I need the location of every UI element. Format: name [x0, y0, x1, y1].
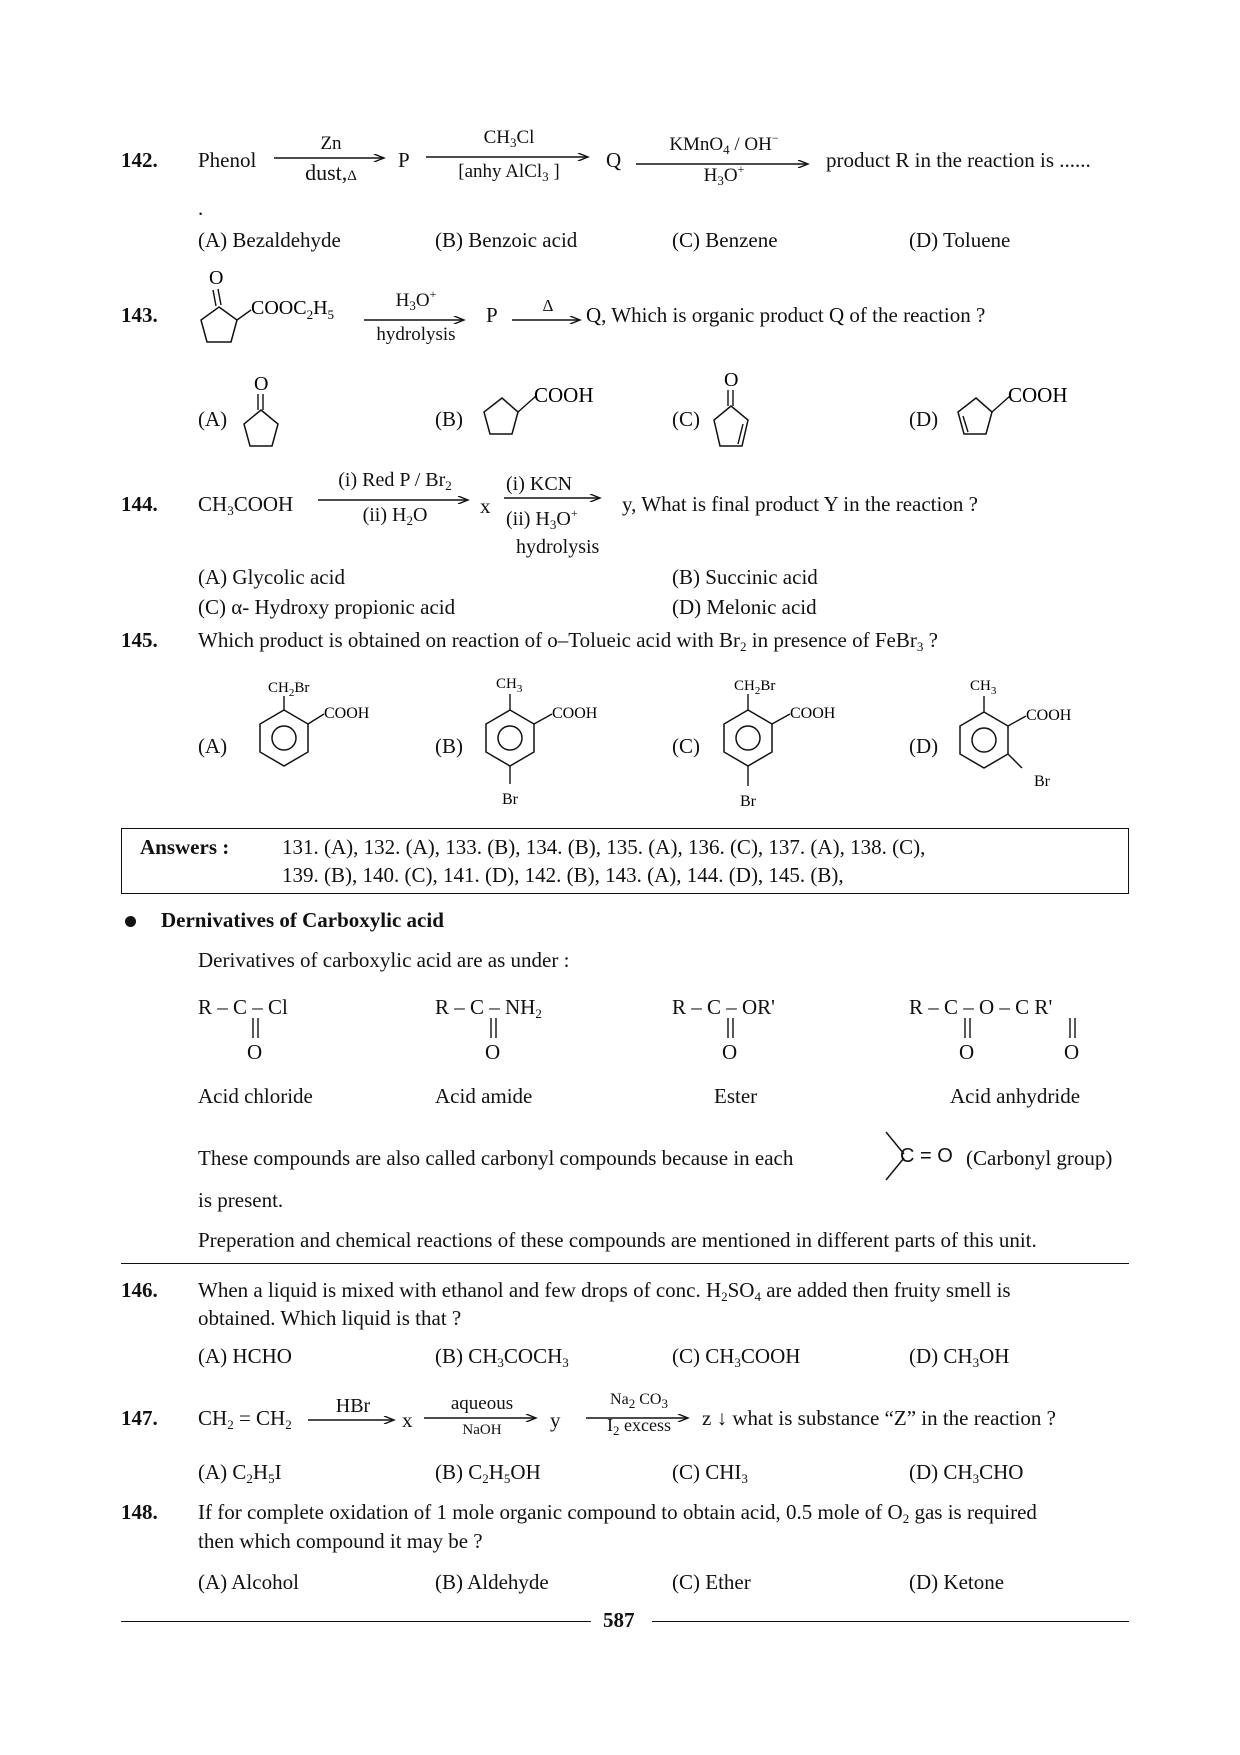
derivative-name: Acid chloride: [198, 1084, 313, 1108]
derivative-formula: R – C – O – C R': [909, 995, 1053, 1019]
oxygen-label: O: [209, 267, 224, 289]
arrow-reagent-top: Zn: [320, 133, 342, 154]
option-a: (A) Bezaldehyde: [198, 228, 341, 252]
ch2br-label: $CH_2Br$: [734, 678, 776, 697]
cyclopentanone-ester-structure: [195, 262, 365, 352]
arrow-icon: [510, 316, 586, 324]
question-number: 148.: [121, 1500, 158, 1524]
reactant-phenol: Phenol: [198, 148, 257, 172]
option-a: (A) $C_2H_5I$: [198, 1460, 282, 1486]
option-d: (D) $CH_3CHO$: [909, 1460, 1024, 1486]
question-text-line-2: obtained. Which liquid is that ?: [198, 1306, 462, 1330]
reaction-arrow: [584, 1390, 694, 1440]
derivative-name: Ester: [714, 1084, 758, 1108]
arrow-reagent-bottom: hydrolysis: [376, 324, 456, 345]
reaction-arrow: [634, 128, 814, 192]
reaction-arrow: [502, 474, 606, 558]
section-intro: Derivatives of carboxylic acid are as under :: [198, 948, 570, 972]
arrow-reagent-top: (i) KCN: [506, 473, 573, 495]
cyclopentene-carboxylic-acid-structure: [948, 380, 1088, 440]
reaction-arrow: [510, 296, 586, 324]
option-d: (D) Ketone: [909, 1570, 1005, 1594]
section-title: Dernivatives of Carboxylic acid: [161, 908, 444, 932]
reaction-arrow: [272, 134, 390, 187]
reaction-arrow: [362, 284, 470, 346]
oxygen-label: O: [254, 373, 269, 395]
arrow-reagent-bottom: (ii) $H_2O$: [362, 504, 428, 528]
answers-line-1: 131. (A), 132. (A), 133. (B), 134. (B), 135. (A), 136. (C), 137. (A), 138. (C),: [282, 835, 926, 859]
question-number: 146.: [121, 1278, 158, 1302]
meta-bromo-toluic-acid-structure: [948, 672, 1108, 802]
arrow-reagent-top: $H_3O^+$: [395, 287, 437, 313]
bromo-benzyl-bromide-acid-structure: [712, 672, 872, 822]
cooh-label: COOH: [1008, 383, 1068, 407]
footer-rule-right: [652, 1621, 1129, 1622]
cooh-label: COOH: [534, 383, 594, 407]
ch3-label: $CH_3$: [970, 678, 997, 697]
option-c: (C) Benzene: [672, 228, 778, 252]
question-number: 142.: [121, 148, 158, 172]
question-number: 145.: [121, 628, 158, 652]
question-text-line-2: then which compound it may be ?: [198, 1529, 483, 1553]
page-number: 587: [603, 1608, 635, 1632]
option-b: (B) $C_2H_5OH$: [435, 1460, 541, 1486]
double-bond-icon: [488, 1018, 500, 1040]
option-a: (A) HCHO: [198, 1344, 292, 1368]
divider: [121, 1263, 1129, 1264]
option-a-label: (A): [198, 407, 228, 431]
option-a: (A) Glycolic acid: [198, 565, 345, 589]
ch2br-label: $CH_2Br$: [268, 680, 310, 699]
br-label: Br: [740, 793, 756, 810]
double-bond-icon: [250, 1018, 262, 1040]
arrow-reagent-top: HBr: [335, 1395, 371, 1417]
option-b: (B) Benzoic acid: [435, 228, 578, 252]
derivative-formula: R – C – $NH_2$: [435, 995, 542, 1021]
option-c: (C) Ether: [672, 1570, 751, 1594]
question-number: 147.: [121, 1406, 158, 1430]
oxygen-label: O: [722, 1040, 738, 1064]
ch3-label: $CH_3$: [496, 676, 523, 695]
br-label: Br: [502, 791, 518, 808]
oxygen-label: O: [247, 1040, 263, 1064]
intermediate-p: P: [486, 303, 498, 327]
option-b-label: (B): [435, 734, 463, 758]
cooh-label: COOH: [324, 705, 370, 722]
paragraph-carbonyl-tail: (Carbonyl group): [966, 1146, 1113, 1170]
option-c: (C) $CH_3COOH$: [672, 1344, 801, 1370]
question-text-line-1: When a liquid is mixed with ethanol and few drops of conc. $H_2SO_4$ are added then fruity smell is: [198, 1278, 1011, 1304]
arrow-icon: [424, 153, 594, 161]
reaction-arrow: [422, 1394, 542, 1438]
arrow-reagent-bottom: $H_3O^+$: [703, 162, 745, 188]
arrow-reagent-bottom: $I_2$ excess: [607, 1415, 671, 1438]
intermediate-x: x: [402, 1408, 413, 1432]
arrow-reagent-top: Δ: [542, 296, 554, 315]
option-d: (D) Melonic acid: [672, 595, 817, 619]
bullet-icon: [125, 916, 136, 927]
stray-dot: .: [198, 196, 204, 220]
intermediate-x: x: [480, 494, 491, 518]
question-number: 143.: [121, 303, 158, 327]
option-c-label: (C): [672, 407, 700, 431]
option-b-label: (B): [435, 407, 463, 431]
option-c: (C) $CHI_3$: [672, 1460, 748, 1486]
reactant: $CH_3COOH$: [198, 492, 294, 518]
arrow-reagent-bottom: [anhy AlCl$_3$ ]: [458, 161, 560, 184]
arrow-icon: [316, 496, 474, 504]
arrow-icon: [422, 1414, 542, 1422]
oxygen-label: O: [959, 1040, 975, 1064]
answers-line-2: 139. (B), 140. (C), 141. (D), 142. (B), 143. (A), 144. (D), 145. (B),: [282, 863, 844, 887]
cooh-label: COOH: [790, 705, 836, 722]
arrow-icon: [306, 1416, 400, 1424]
paragraph-preparation: Preperation and chemical reactions of these compounds are mentioned in different parts of this unit.: [198, 1228, 1037, 1252]
question-text-line-1: If for complete oxidation of 1 mole organic compound to obtain acid, 0.5 mole of $O_2$ gas is required: [198, 1500, 1037, 1526]
bromo-toluic-acid-structure: [474, 670, 634, 820]
option-c-label: (C): [672, 734, 700, 758]
arrow-reagent-top: KMnO$_4$ / OH−: [669, 131, 779, 157]
arrow-reagent-top: $CH_3Cl$: [483, 127, 535, 150]
heat-symbol: Δ: [347, 168, 357, 184]
cyclopentanecarboxylic-acid-structure: [474, 380, 614, 440]
option-b: (B) Aldehyde: [435, 1570, 549, 1594]
option-a: (A) Alcohol: [198, 1570, 299, 1594]
question-text: Which product is obtained on reaction of o–Tolueic acid with $Br_2$ in presence of FeBr$_3$ ?: [198, 628, 938, 654]
derivative-name: Acid amide: [435, 1084, 533, 1108]
question-tail: y, What is final product Y in the reaction ?: [622, 492, 978, 516]
benzyl-bromide-acid-structure: [240, 674, 400, 784]
ester-group: $COOC_2H_5$: [251, 297, 335, 322]
derivative-name: Acid anhydride: [950, 1084, 1081, 1108]
footer-rule-left: [121, 1621, 591, 1622]
oxygen-label: O: [1064, 1040, 1080, 1064]
reaction-arrow: [316, 470, 474, 532]
option-d: (D) $CH_3OH$: [909, 1344, 1010, 1370]
arrow-reagent-top: $Na_2$ $CO_3$: [610, 1391, 668, 1411]
arrow-icon: [502, 494, 606, 502]
arrow-reagent-top: (i) Red P / $Br_2$: [338, 469, 452, 493]
cooh-label: COOH: [1026, 707, 1072, 724]
option-a-label: (A): [198, 734, 228, 758]
cyclopentanone-structure: [240, 370, 290, 450]
option-b: (B) $CH_3COCH_3$: [435, 1344, 569, 1370]
derivative-formula: R – C – OR': [672, 995, 775, 1019]
question-tail: z ↓ what is substance “Z” in the reaction ?: [702, 1406, 1056, 1430]
arrow-reagent-bottom: (ii) $H_3O^+$: [506, 506, 578, 532]
reactant: $CH_2 = CH_2$: [198, 1406, 292, 1432]
intermediate-p: P: [398, 148, 410, 172]
intermediate-y: y: [550, 1408, 561, 1432]
cooh-label: COOH: [552, 705, 598, 722]
derivative-formula: R – C – Cl: [198, 995, 288, 1019]
answers-box: [121, 828, 1129, 894]
arrow-reagent-bottom: NaOH: [462, 1422, 502, 1438]
br-label: Br: [1034, 773, 1050, 790]
question-tail: Q, Which is organic product Q of the reaction ?: [586, 303, 986, 327]
arrow-reagent-bottom-2: hydrolysis: [516, 536, 600, 558]
double-bond-icon: [725, 1018, 737, 1040]
option-d-label: (D): [909, 407, 939, 431]
intermediate-q: Q: [606, 148, 622, 172]
option-b: (B) Succinic acid: [672, 565, 818, 589]
oxygen-label: O: [724, 369, 739, 391]
double-bond-icon: [1067, 1018, 1079, 1040]
paragraph-carbonyl: These compounds are also called carbonyl compounds because in each: [198, 1146, 794, 1170]
carbonyl-group: C = O: [900, 1145, 953, 1167]
oxygen-label: O: [485, 1040, 501, 1064]
paragraph-carbonyl-end: is present.: [198, 1188, 284, 1212]
reaction-arrow: [424, 128, 594, 188]
double-bond-icon: [962, 1018, 974, 1040]
cyclopentenone-structure: [710, 364, 760, 454]
question-number: 144.: [121, 492, 158, 516]
arrow-reagent-bottom: dust,: [305, 160, 348, 185]
option-c: (C) α- Hydroxy propionic acid: [198, 595, 456, 619]
question-tail: product R in the reaction is ......: [826, 148, 1091, 172]
arrow-icon: [362, 316, 470, 324]
option-d: (D) Toluene: [909, 228, 1011, 252]
answers-label: Answers :: [140, 835, 230, 859]
option-d-label: (D): [909, 734, 939, 758]
reaction-arrow: [306, 1396, 400, 1424]
arrow-reagent-top: aqueous: [450, 1393, 514, 1414]
